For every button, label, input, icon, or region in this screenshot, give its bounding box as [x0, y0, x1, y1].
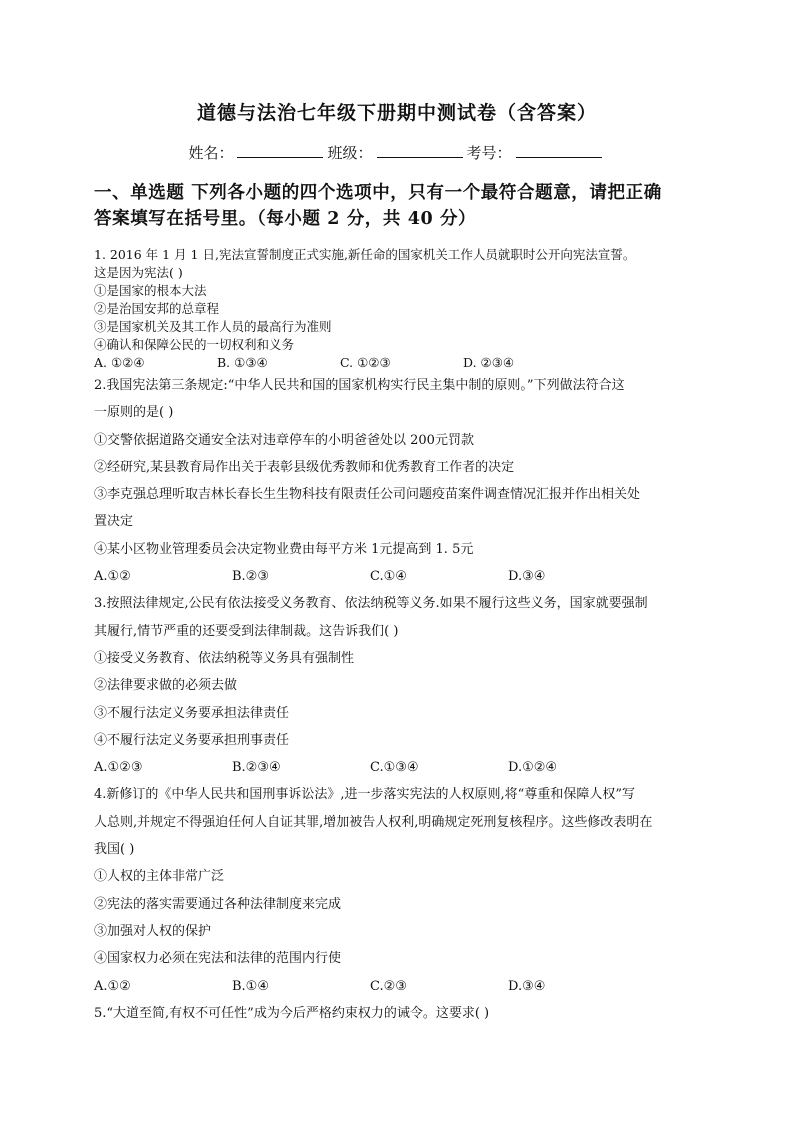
exam-no-blank[interactable]	[516, 143, 602, 158]
question-item: ③不履行法定义务要承担法律责任	[94, 705, 290, 721]
option-d: D.③④	[508, 978, 546, 994]
section-heading	[94, 180, 704, 232]
option-c: C.①④	[370, 569, 407, 585]
class-blank[interactable]	[377, 143, 463, 158]
section-heading-line: 一、单选题 下列各小题的四个选项中，只有一个最符合题意，请把正确	[94, 183, 662, 203]
option-a: A.①②	[94, 569, 131, 585]
option-b: B. ①③④	[217, 355, 268, 370]
option-c: C.②③	[370, 978, 407, 994]
question-item: ④国家权力必须在宪法和法律的范围内行使	[94, 951, 342, 967]
question-item: ①交警依据道路交通安全法对违章停车的小明爸爸处以 200元罚款	[94, 432, 474, 448]
question-item: ②法律要求做的必须去做	[94, 678, 238, 694]
option-a: A.①②③	[94, 760, 143, 776]
name-blank[interactable]	[237, 143, 323, 158]
option-d: D.①②④	[508, 760, 558, 776]
student-info-row	[0, 142, 794, 163]
option-a: A. ①②④	[94, 355, 145, 370]
question-item: ③是国家机关及其工作人员的最高行为准则	[94, 319, 332, 334]
question-item: ③李克强总理听取吉林长春长生生物科技有限责任公司问题疫苗案件调查情况汇报并作出相关处	[94, 487, 641, 503]
question-item: ④某小区物业管理委员会决定物业费由每平方米 1元提高到 1. 5元	[94, 541, 474, 557]
question-stem: 人总则,并规定不得强迫任何人自证其罪,增加被告人权利,明确规定死刑复核程序。这些修改表明在	[94, 814, 653, 830]
question-stem: 2.我国宪法第三条规定:“中华人民共和国的国家机构实行民主集中制的原则。”下列做法符合这	[94, 378, 625, 393]
answer-options	[94, 354, 706, 372]
question-stem: 其履行,情节严重的还要受到法律制裁。这告诉我们( )	[94, 623, 399, 639]
answer-options	[94, 754, 706, 781]
exam-no-label: 考号：	[466, 144, 512, 162]
answer-options	[94, 973, 706, 1000]
question-item: ③加强对人权的保护	[94, 923, 212, 939]
option-d: D.③④	[508, 569, 546, 585]
option-b: B.①④	[232, 978, 269, 994]
option-d: D. ②③④	[463, 355, 515, 370]
question-item: ④不履行法定义务要承担刑事责任	[94, 732, 290, 748]
page-title: 道德与法治七年级下册期中测试卷（含答案）	[196, 102, 597, 124]
option-b: B.②③④	[232, 760, 281, 776]
option-c: C.①③④	[370, 760, 419, 776]
question-stem: 我国( )	[94, 842, 135, 858]
question-1	[94, 246, 706, 372]
answer-options	[94, 563, 706, 590]
question-stem: 3.按照法律规定,公民有依法接受义务教育、依法纳税等义务.如果不履行这些义务，国家就要强制	[94, 596, 648, 612]
question-item: ①接受义务教育、依法纳税等义务具有强制性	[94, 650, 355, 666]
question-item: ②经研究,某县教育局作出关于表彰县级优秀教师和优秀教育工作者的决定	[94, 459, 515, 475]
question-stem: 1. 2016 年 1 月 1 日,宪法宣誓制度正式实施,新任命的国家机关工作人员就职时公开向宪法宣誓。	[94, 247, 636, 262]
question-item: 置决定	[94, 514, 134, 530]
question-stem: 5.“大道至简,有权不可任性”成为今后严格约束权力的诫令。这要求( )	[94, 1005, 490, 1021]
name-label: 姓名：	[188, 144, 234, 162]
section-heading-line: 答案填写在括号里。（每小题 2 分，共 40 分）	[94, 209, 477, 229]
questions-body	[94, 372, 706, 1027]
question-item: ①是国家的根本大法	[94, 283, 207, 298]
question-stem: 一原则的是( )	[94, 405, 174, 421]
class-label: 班级：	[327, 144, 373, 162]
option-b: B.②③	[232, 569, 269, 585]
question-stem: 这是因为宪法( )	[94, 265, 183, 280]
question-item: ④确认和保障公民的一切权利和义务	[94, 337, 295, 352]
option-a: A.①②	[94, 978, 131, 994]
option-c: C. ①②③	[340, 355, 391, 370]
question-item: ②是治国安邦的总章程	[94, 301, 220, 316]
question-item: ①人权的主体非常广泛	[94, 869, 225, 885]
question-stem: 4.新修订的《中华人民共和国刑事诉讼法》,进一步落实宪法的人权原则,将“尊重和保障人权”写	[94, 787, 635, 803]
question-item: ②宪法的落实需要通过各种法律制度来完成	[94, 896, 342, 912]
